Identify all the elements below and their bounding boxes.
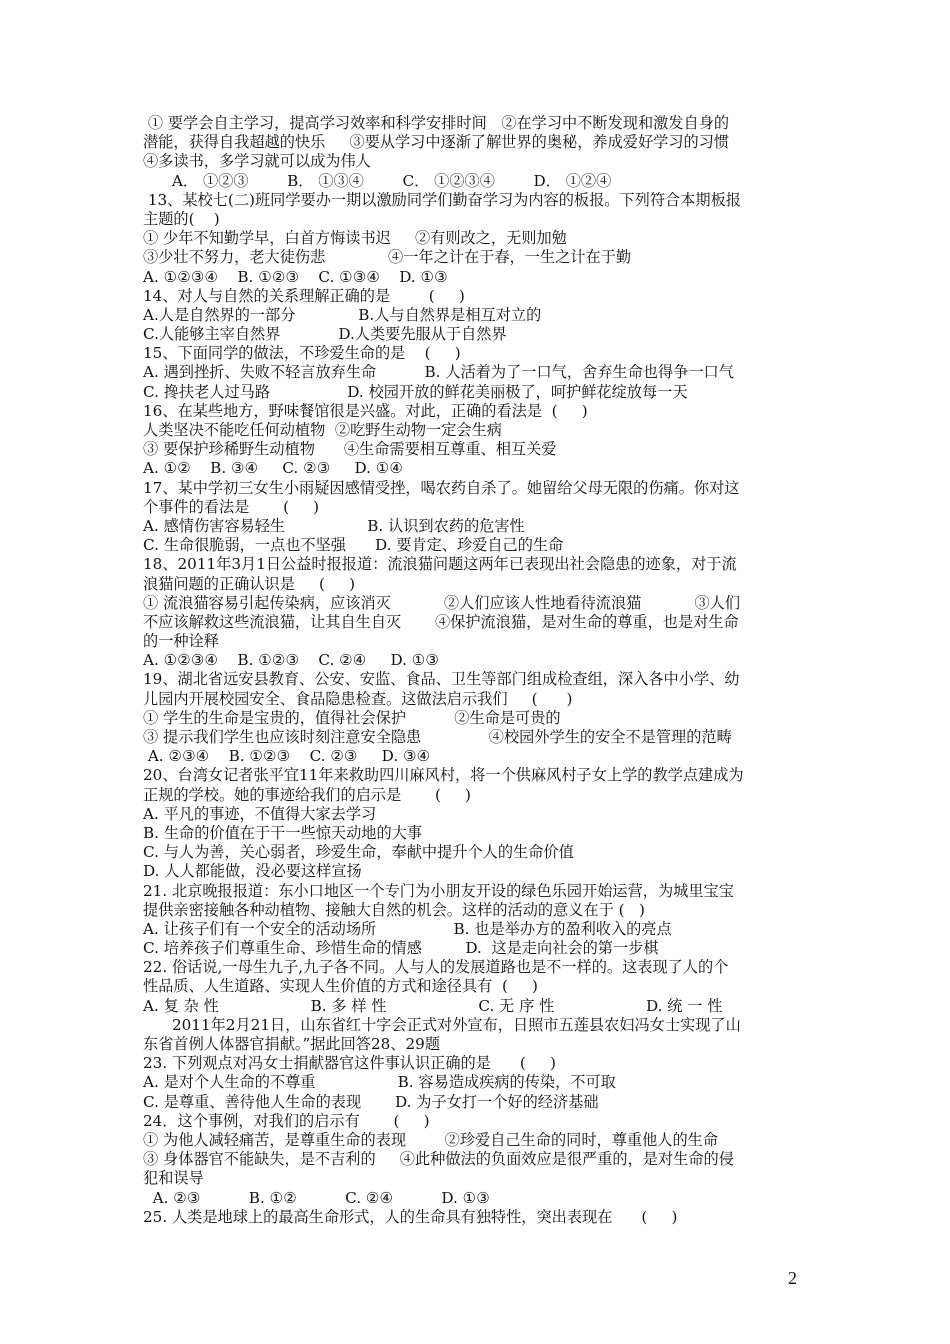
text-line: 人类坚决不能吃任何动植物 ②吃野生动物一定会生病	[143, 421, 502, 439]
text-line: 个事件的看法是 ( )	[143, 497, 320, 516]
text-line: A. 让孩子们有一个安全的活动场所 B. 也是举办方的盈利收入的亮点	[143, 919, 672, 938]
text-line: ④多读书，多学习就可以成为伟人	[143, 152, 371, 171]
text-line: 儿园内开展校园安全、食品隐患检查。这做法启示我们 ( )	[143, 689, 573, 708]
text-line: ③ 提示我们学生也应该时刻注意安全隐患 ④校园外学生的安全不是管理的范畴	[143, 728, 732, 746]
text-line: B. 生命的价值在于干一些惊天动地的大事	[143, 823, 423, 842]
text-line: 13、某校七(二)班同学要办一期以激励同学们勤奋学习为内容的板报。下列符合本期板报	[143, 190, 741, 209]
text-line: C.人能够主宰自然界 D.人类要先服从于自然界	[143, 325, 507, 344]
text-line: ③ 要保护珍稀野生动植物 ④生命需要相互尊重、相互关爱	[143, 440, 557, 459]
text-line: A. ②③④ B. ①②③ C. ②③ D. ③④	[143, 747, 431, 766]
text-line: 16、在某些地方，野味餐馆很是兴盛。对此，正确的看法是 ( )	[143, 401, 588, 420]
text-line: 21. 北京晚报报道：东小口地区一个专门为小朋友开设的绿色乐园开始运营，为城里宝宝	[143, 881, 734, 900]
text-line: A. 复 杂 性 B. 多 样 性 C. 无 序 性 D. 统 一 性	[143, 996, 723, 1015]
text-line: C. 与人为善，关心弱者，珍爱生命，奉献中提升个人的生命价值	[143, 843, 574, 862]
text-line: 2011年2月21日，山东省红十字会正式对外宣布，日照市五莲县农妇冯女士实现了山	[143, 1015, 741, 1034]
text-line: D. 人人都能做，没必要这样宣扬	[143, 862, 362, 881]
text-line: 正规的学校。她的事迹给我们的启示是 ( )	[143, 785, 471, 804]
text-line: A. ②③ B. ①② C. ②④ D. ①③	[143, 1188, 490, 1207]
text-line: 20、台湾女记者张平宜11年来救助四川麻风村，将一个供麻风村子女上学的教学点建成为	[143, 766, 744, 785]
text-line: 犯和误导	[143, 1169, 204, 1188]
text-line: 不应该解救这些流浪猫，让其自生自灭 ④保护流浪猫，是对生命的尊重，也是对生命	[143, 612, 739, 631]
text-line: ③ 身体器官不能缺失，是不吉利的 ④此种做法的负面效应是很严重的，是对生命的侵	[143, 1150, 734, 1169]
text-line: C. 搀扶老人过马路 D. 校园开放的鲜花美丽极了，呵护鲜花绽放每一天	[143, 382, 688, 401]
text-line: 性品质、人生道路、实现人生价值的方式和途径具有 ( )	[143, 977, 538, 996]
text-line: ① 流浪猫容易引起传染病，应该消灭 ②人们应该人性地看待流浪猫 ③人们	[143, 593, 741, 612]
text-line: A． ①②③ B． ①③④ C． ①②③④ D． ①②④	[143, 171, 612, 190]
text-line: C. 培养孩子们尊重生命、珍惜生命的情感 D. 这是走向社会的第一步棋	[143, 939, 659, 958]
text-line: 22. 俗话说,一母生九子,九子各不同。人与人的发展道路也是不一样的。这表现了人的个	[143, 958, 729, 977]
text-line: A. 是对个人生命的不尊重 B. 容易造成疾病的传染，不可取	[143, 1073, 616, 1092]
text-line: 提供亲密接触各种动植物、接触大自然的机会。这样的活动的意义在于 ( )	[143, 900, 645, 919]
text-line: 17、某中学初三女生小雨疑因感情受挫，喝农药自杀了。她留给父母无限的伤痛。你对这	[143, 478, 740, 497]
text-line: ③少壮不努力，老大徒伤悲 ④一年之计在于春，一生之计在于勤	[143, 248, 632, 267]
text-line: 19、湖北省远安县教育、公安、安监、食品、卫生等部门组成检查组，深入各中小学、幼	[143, 670, 740, 689]
text-line: 主题的( )	[143, 209, 220, 228]
text-line: 的一种诠释	[143, 632, 219, 651]
text-line: ① 少年不知勤学早，白首方悔读书迟 ②有则改之，无则加勉	[143, 229, 567, 248]
text-line: ① 为他人减轻痛苦，是尊重生命的表现 ②珍爱自己生命的同时，尊重他人的生命	[143, 1130, 719, 1149]
text-line: 24．这个事例，对我们的启示有 ( )	[143, 1111, 430, 1130]
text-line: 23. 下列观点对冯女士捐献器官这件事认识正确的是 ( )	[143, 1054, 556, 1073]
text-line: A.人是自然界的一部分 B.人与自然界是相互对立的	[143, 305, 542, 324]
text-line: A. ①② B. ③④ C. ②③ D. ①④	[143, 459, 403, 478]
text-line: C. 是尊重、善待他人生命的表现 D. 为子女打一个好的经济基础	[143, 1092, 599, 1111]
text-line: 潜能，获得自我超越的快乐 ③要从学习中逐渐了解世界的奥秘，养成爱好学习的习惯	[143, 133, 730, 152]
text-line: C. 生命很脆弱，一点也不坚强 D. 要肯定、珍爱自己的生命	[143, 536, 564, 555]
text-line: 14、对人与自然的关系理解正确的是 ( )	[143, 286, 465, 305]
text-line: ① 学生的生命是宝贵的，值得社会保护 ②生命是可贵的	[143, 708, 561, 727]
text-line: 15、下面同学的做法，不珍爱生命的是 ( )	[143, 344, 461, 363]
text-line: A. ①②③④ B. ①②③ C. ②④ D. ①③	[143, 651, 439, 670]
text-line: ① 要学会自主学习，提高学习效率和科学安排时间 ②在学习中不断发现和激发自身的	[143, 114, 730, 132]
text-line: 浪猫问题的正确认识是 ( )	[143, 574, 356, 593]
page-number: 2	[788, 1268, 797, 1288]
text-line: 25. 人类是地球上的最高生命形式，人的生命具有独特性，突出表现在 ( )	[143, 1207, 678, 1226]
text-line: A. 遇到挫折、失败不轻言放弃生命 B. 人活着为了一口气，舍弃生命也得争一口气	[143, 363, 734, 382]
text-line: 东省首例人体器官捐献。”据此回答28、29题	[143, 1035, 441, 1053]
text-line: A. ①②③④ B. ①②③ C. ①③④ D. ①③	[143, 267, 448, 286]
text-line: A. 平凡的事迹，不值得大家去学习	[143, 804, 377, 823]
document-body	[143, 114, 808, 1227]
text-line: 18、2011年3月1日公益时报报道：流浪猫问题这两年已表现出社会隐患的迹象，对于流	[143, 555, 737, 574]
text-line: A. 感情伤害容易轻生 B. 认识到农药的危害性	[143, 516, 525, 535]
